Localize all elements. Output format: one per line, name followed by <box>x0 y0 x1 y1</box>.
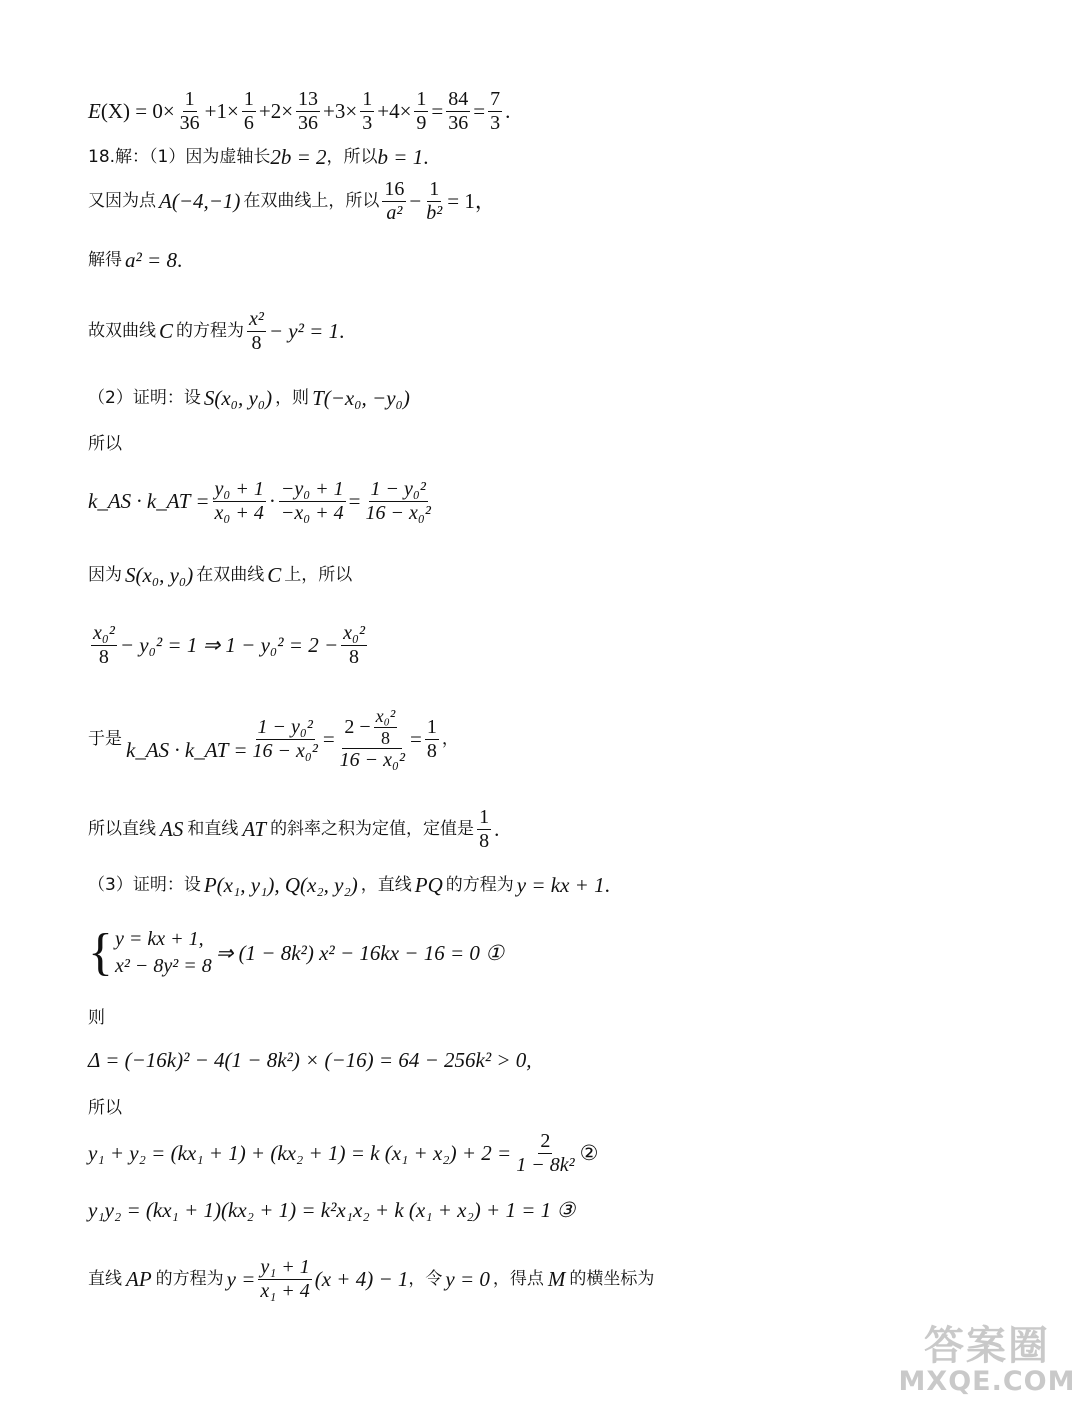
ex-label: E <box>88 99 101 123</box>
ex-frac-6: $\frac{84}{36}$ <box>448 88 469 134</box>
watermark-top-text: 答案圈 <box>924 1322 1050 1369</box>
system-line: { y = kx + 1, x² − 8y² = 8 ⇒ (1 − 8k²) x² − 16kx − 16 = 0 ① <box>88 924 504 981</box>
slope-product-line: k_AS · k_AT = $\frac{\text{y₀ + 1}}{\text{x₀ + 4}}$ · $\frac{\text{−y₀ + 1}}{\text{−x₀ + 4}}$ = $\frac{\text{1 − y₀²}}{\text{16 − x₀²}}$ <box>88 478 431 524</box>
point-a-line: 又因为点 A(−4,−1) 在双曲线上，所以 $\frac{16}{\text{a²}}$ − $\frac{1}{\text{b²}}$ = 1， <box>88 178 496 224</box>
nested-fraction: 2 − $\frac{\text{x₀²}}{8}$ 16 − x₀² <box>339 706 405 772</box>
ex-frac-2: $\frac{1}{6}$ <box>243 88 254 134</box>
discriminant-line: Δ = (−16k)² − 4(1 − 8k²) × (−16) = 64 − 256k² > 0, <box>88 1048 532 1072</box>
constant-product-line: 于是 k_AS · k_AT = $\frac{\text{1 − y₀²}}{\text{16 − x₀²}}$ = 2 − $\frac{\text{x₀²}}{8}$ 16 − x₀² = $\frac{1}{8}$ ， <box>88 706 459 772</box>
so-line-2: 所以 <box>88 1098 122 1118</box>
q18-heading: 18.解：（1）因为虚轴长 2b = 2 ，所以 b = 1 . <box>88 145 429 169</box>
curve-identity-line: $\frac{\text{x₀²}}{8}$ − y₀² = 1 ⇒ 1 − y₀² = 2 − $\frac{\text{x₀²}}{8}$ <box>93 622 365 668</box>
ex-frac-4: $\frac{1}{3}$ <box>362 88 373 134</box>
ex-expr: (X) = 0× <box>100 99 175 123</box>
ex-frac-7: $\frac{7}{3}$ <box>490 88 501 134</box>
expectation-line: E (X) = 0× $\frac{1}{36}$ +1× $\frac{1}{6}$ +2× $\frac{13}{36}$ +3× $\frac{1}{3}$ +4× $\frac{1}{9}$ = $\frac{84}{36}$ = $\frac{7}{3}$ . <box>88 88 511 134</box>
line-ap-line: 直线 AP 的方程为 y = $\frac{\text{y₁ + 1}}{\text{x₁ + 4}}$ (x + 4) − 1 ，令 y = 0 ，得点 M 的横坐标为 <box>88 1256 655 1302</box>
hyperbola-equation-line: 故双曲线 C 的方程为 $\frac{\text{x²}}{8}$ − y² = 1 . <box>88 308 345 354</box>
s-on-curve-line: 因为 S(x₀, y₀) 在双曲线 C 上，所以 <box>88 563 353 587</box>
part2-heading: （2）证明：设 S(x₀, y₀) ，则 T(−x₀, −y₀) <box>88 386 410 410</box>
equation-system: { y = kx + 1, x² − 8y² = 8 <box>88 924 212 981</box>
product-y-line: y₁y₂ = (kx₁ + 1)(kx₂ + 1) = k²x₁x₂ + k (x₁ + x₂) + 1 = 1 ③ <box>88 1198 576 1222</box>
sum-y-line: y₁ + y₂ = (kx₁ + 1) + (kx₂ + 1) = k (x₁ + x₂) + 2 = $\frac{2}{\text{1 − 8k²}}$ ② <box>88 1130 599 1176</box>
then-line: 则 <box>88 1008 105 1028</box>
watermark-logo <box>898 1316 1076 1408</box>
ex-frac-5: $\frac{1}{9}$ <box>416 88 427 134</box>
part3-heading: （3）证明：设 P(x₁, y₁), Q(x₂, y₂) ，直线 PQ 的方程为 y = kx + 1 . <box>88 873 610 897</box>
watermark-bottom-text: MXQE.COM <box>898 1365 1076 1397</box>
solve-a-line: 解得 a² = 8 . <box>88 248 183 272</box>
ex-frac-1: $\frac{1}{36}$ <box>179 88 200 134</box>
so-line-1: 所以 <box>88 434 122 454</box>
ex-frac-3: $\frac{13}{36}$ <box>298 88 319 134</box>
fixed-value-line: 所以直线 AS 和直线 AT 的斜率之积为定值，定值是 $\frac{1}{8}$ . <box>88 806 500 852</box>
